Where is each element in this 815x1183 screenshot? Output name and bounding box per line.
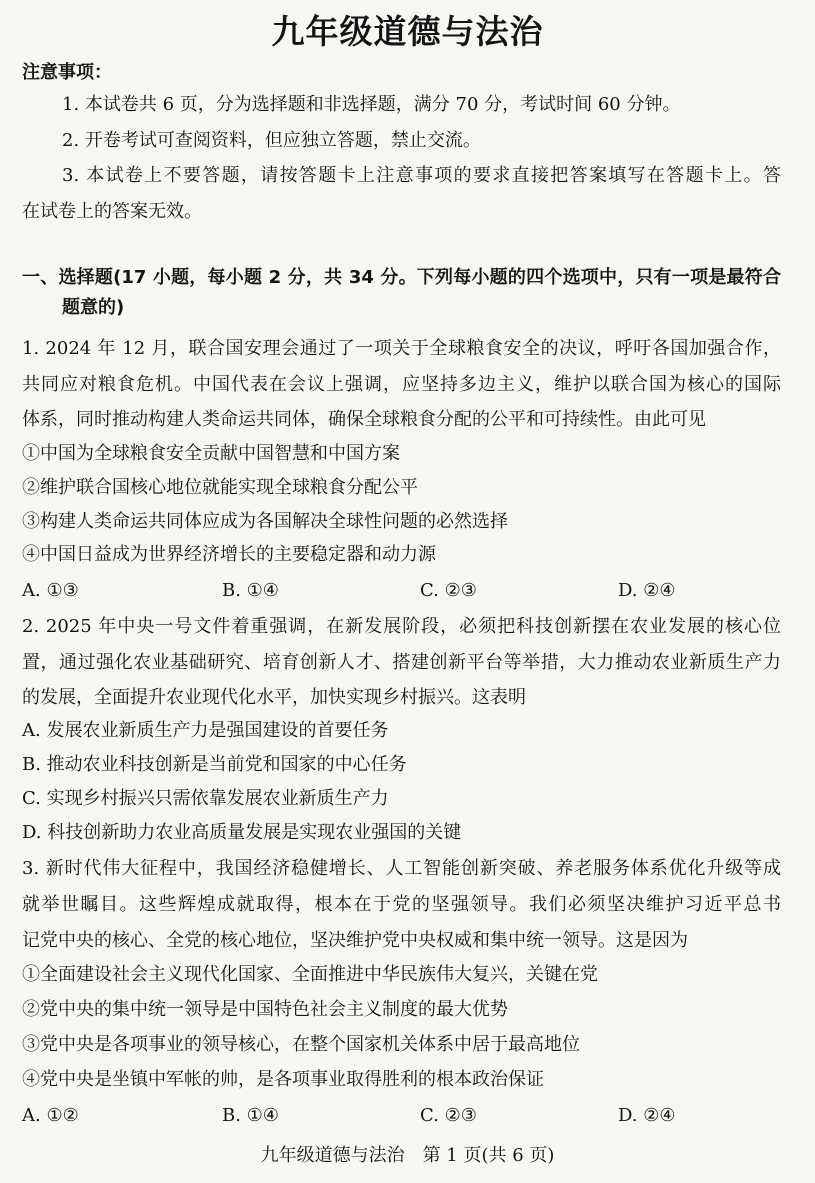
notice-item-3: 3. 本试卷上不要答题，请按答题卡上注意事项的要求直接把答案填写在答题卡上。答 (62, 165, 781, 186)
q3-option-c: C. ②③ (420, 1105, 477, 1126)
section-heading-cont: 题意的) (62, 297, 125, 318)
q2-stem-line-1: 2. 2025 年中央一号文件着重强调，在新发展阶段，必须把科技创新摆在农业发展的核心位 (22, 616, 781, 637)
section-heading: 一、选择题(17 小题，每小题 2 分，共 34 分。下列每小题的四个选项中，只有一项是最符合 (22, 267, 781, 288)
q3-options (22, 1103, 775, 1129)
q3-stem-line-3: 记党中央的核心、全党的核心地位，坚决维护党中央权威和集中统一领导。这是因为 (22, 930, 688, 951)
q3-stem-line-1: 3. 新时代伟大征程中，我国经济稳健增长、人工智能创新突破、养老服务体系优化升级等成 (22, 858, 781, 879)
q1-statement-4: ④中国日益成为世界经济增长的主要稳定器和动力源 (22, 544, 436, 565)
q2-stem-line-2: 置，通过强化农业基础研究、培育创新人才、搭建创新平台等举措，大力推动农业新质生产力 (22, 652, 781, 673)
q1-option-b: B. ①④ (222, 580, 279, 601)
q2-stem-line-3: 的发展，全面提升农业现代化水平，加快实现乡村振兴。这表明 (22, 687, 526, 708)
q1-stem-line-2: 共同应对粮食危机。中国代表在会议上强调，应坚持多边主义，维护以联合国为核心的国际 (22, 374, 781, 395)
q1-statement-3: ③构建人类命运共同体应成为各国解决全球性问题的必然选择 (22, 511, 508, 532)
q1-statement-1: ①中国为全球粮食安全贡献中国智慧和中国方案 (22, 443, 400, 464)
notice-heading: 注意事项： (22, 62, 112, 83)
q2-choice-c: C. 实现乡村振兴只需依靠发展农业新质生产力 (22, 788, 389, 809)
q3-option-a: A. ①② (22, 1105, 79, 1126)
notice-item-2: 2. 开卷考试可查阅资料，但应独立答题，禁止交流。 (62, 130, 481, 151)
q2-choice-a: A. 发展农业新质生产力是强国建设的首要任务 (22, 720, 389, 741)
notice-item-3-cont: 在试卷上的答案无效。 (22, 201, 202, 222)
q1-stem-line-3: 体系，同时推动构建人类命运共同体，确保全球粮食分配的公平和可持续性。由此可见 (22, 409, 706, 430)
q1-stem-line-1: 1. 2024 年 12 月，联合国安理会通过了一项关于全球粮食安全的决议，呼吁各国加强合作， (22, 338, 781, 359)
q1-option-d: D. ②④ (618, 580, 676, 601)
notice-item-1: 1. 本试卷共 6 页，分为选择题和非选择题，满分 70 分，考试时间 60 分钟。 (62, 94, 681, 115)
q3-option-b: B. ①④ (222, 1105, 279, 1126)
q3-statement-3: ③党中央是各项事业的领导核心，在整个国家机关体系中居于最高地位 (22, 1034, 580, 1055)
q1-option-a: A. ①③ (22, 580, 79, 601)
q1-statement-2: ②维护联合国核心地位就能实现全球粮食分配公平 (22, 477, 418, 498)
page-footer: 九年级道德与法治 第 1 页(共 6 页) (260, 1145, 555, 1166)
q2-choice-d: D. 科技创新助力农业高质量发展是实现农业强国的关键 (22, 822, 462, 843)
q3-statement-1: ①全面建设社会主义现代化国家、全面推进中华民族伟大复兴，关键在党 (22, 964, 598, 985)
q3-stem-line-2: 就举世瞩目。这些辉煌成就取得，根本在于党的坚强领导。我们必须坚决维护习近平总书 (22, 894, 781, 915)
q1-options (22, 578, 775, 604)
q3-statement-2: ②党中央的集中统一领导是中国特色社会主义制度的最大优势 (22, 999, 508, 1020)
q3-statement-4: ④党中央是坐镇中军帐的帅，是各项事业取得胜利的根本政治保证 (22, 1069, 544, 1090)
q3-option-d: D. ②④ (618, 1105, 676, 1126)
q1-option-c: C. ②③ (420, 580, 477, 601)
page-title: 九年级道德与法治 (271, 12, 544, 51)
q2-choice-b: B. 推动农业科技创新是当前党和国家的中心任务 (22, 754, 407, 775)
